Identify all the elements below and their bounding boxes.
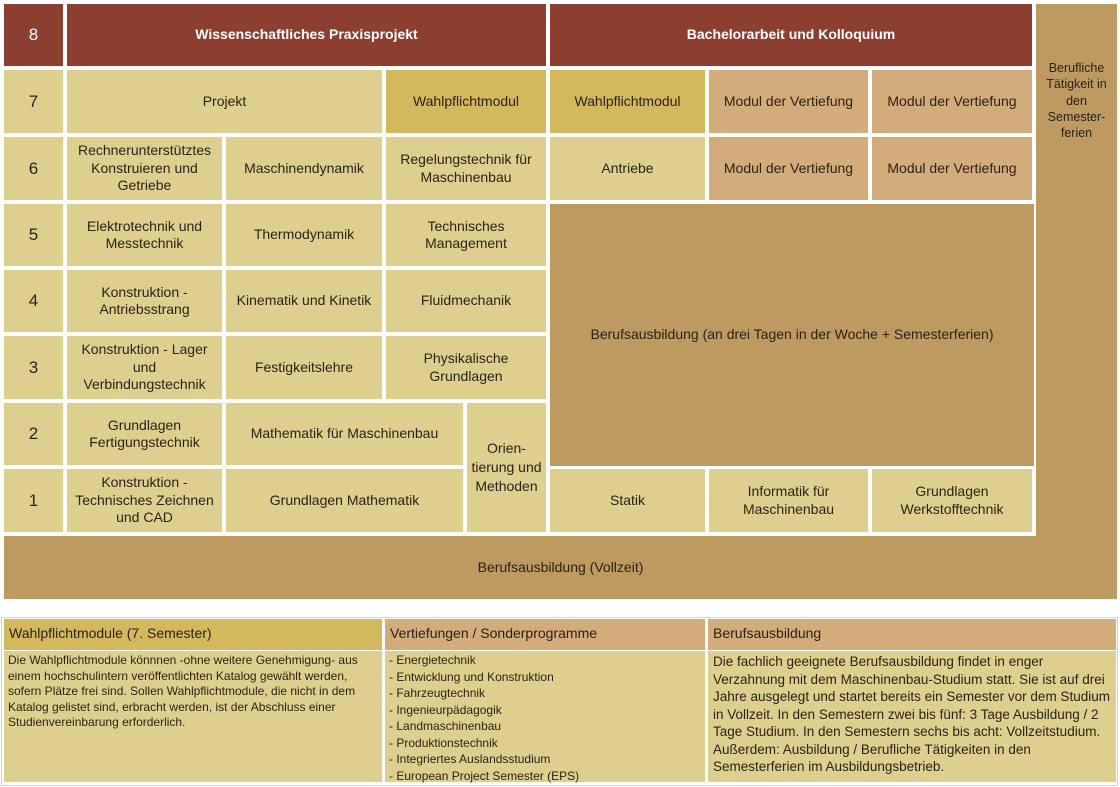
module-physikalische-grundlagen: Physikalische Grundlagen [386,336,546,399]
vertiefung-item: - Fahrzeugtechnik [389,685,705,702]
legend-wahlpflicht-title: Wahlpflichtmodule (7. Semester) [4,619,382,650]
legend-vertiefungen-list [385,651,705,782]
semester-number-7: 7 [4,70,63,133]
vertiefung-item: - Energietechnik [389,652,705,669]
legend-berufsausbildung-title: Berufsausbildung [708,619,1116,650]
semester-number-5: 5 [4,204,63,266]
module-konstruktion-lager: Konstruktion - Lager und Verbindungstechnik [67,336,222,399]
berufliche-taetigkeit-block [1036,4,1117,536]
module-informatik: Informatik für Maschinenbau [709,469,868,532]
module-konstruktion-antriebsstrang: Konstruktion - Antriebsstrang [67,270,222,332]
module-wahlpflicht-2: Wahlpflichtmodul [550,70,705,133]
module-thermodynamik: Thermodynamik [226,204,382,266]
semester-number-6: 6 [4,137,63,200]
module-kinematik: Kinematik und Kinetik [226,270,382,332]
module-bachelorarbeit: Bachelorarbeit und Kolloquium [550,4,1032,66]
module-elektrotechnik: Elektrotechnik und Messtechnik [67,204,222,266]
vertiefung-item: - Integriertes Auslandsstudium [389,751,705,768]
vertiefung-item: - Ingenieurpädagogik [389,702,705,719]
vertiefung-item: - European Project Semester (EPS) [389,768,705,785]
semester-number-2: 2 [4,403,63,465]
module-vertiefung-6b: Modul der Vertiefung [872,137,1032,200]
module-maschinendynamik: Maschinendynamik [226,137,382,200]
module-fertigungstechnik: Grundlagen Fertigungstechnik [67,403,222,465]
module-grundlagen-mathematik: Grundlagen Mathematik [226,469,463,532]
semester-number-3: 3 [4,336,63,399]
module-regelungstechnik: Regelungstechnik für Maschinenbau [386,137,546,200]
berufsausbildung-vollzeit-label: Berufsausbildung (Vollzeit) [477,558,644,575]
vertiefung-item: - Produktionstechnik [389,735,705,752]
module-werkstofftechnik: Grundlagen Werkstofftechnik [872,469,1032,532]
module-vertiefung-7a: Modul der Vertiefung [709,70,868,133]
semester-number-8: 8 [4,4,63,66]
module-projekt: Projekt [67,70,382,133]
module-technisches-management: Technisches Management [386,204,546,266]
legend-wahlpflicht-text: Die Wahlpflichtmodule könnnen -ohne weitere Genehmigung- aus einem hochschulintern veröffentlichten Katalog gewählt werden, sofern Plätze frei sind. Sollen Wahlpflichtmodule, die nicht in dem Katalog gelistet sind, erbracht werden, ist der Abschluss einer Studienvereinbarung erforderlich. [4,651,382,782]
module-praxisprojekt: Wissenschaftliches Praxisprojekt [67,4,546,66]
module-statik: Statik [550,469,705,532]
module-konstruktion-cad: Konstruktion - Technisches Zeichnen und CAD [67,469,222,532]
module-vertiefung-7b: Modul der Vertiefung [872,70,1032,133]
vertiefung-item: - Entwicklung und Konstruktion [389,669,705,686]
vertiefung-item: - Landmaschinenbau [389,718,705,735]
berufsausbildung-teilzeit-block [550,204,1034,466]
module-antriebe: Antriebe [550,137,705,200]
module-festigkeitslehre: Festigkeitslehre [226,336,382,399]
module-orientierung-methoden: Orien-tierung und Methoden [467,403,546,532]
berufsausbildung-teilzeit-label: Berufsausbildung (an drei Tagen in der Woche + Semesterferien) [590,326,994,343]
semester-number-4: 4 [4,270,63,332]
legend [0,614,1120,787]
module-wahlpflicht-1: Wahlpflichtmodul [386,70,546,133]
semester-number-1: 1 [4,469,63,532]
legend-berufsausbildung-text: Die fachlich geeignete Berufsausbildung findet in enger Verzahnung mit dem Maschinenbau-Studium statt. Sie ist auf drei Jahre ausgelegt und startet bereits ein Semester vor dem Studium in Vollzeit. In den Semestern zwei bis fünf: 3 Tage Ausbildung / 2 Tage Studium. In den Semestern sechs bis acht: Vollzeitstudium. Außerdem: Ausbildung / Berufliche Tätigkeiten in den Semesterferien im Ausbildungsbetrieb. [708,651,1116,782]
module-mathematik-maschinenbau: Mathematik für Maschinenbau [226,403,463,465]
legend-vertiefungen-title: Vertiefungen / Sonderprogramme [385,619,705,650]
berufsausbildung-vollzeit-bar [4,536,1117,599]
berufliche-taetigkeit-label: Berufliche Tätigkeit in den Semester-ferien [1046,61,1107,140]
module-rechnerunterstuetztes-konstruieren: Rechnerunterstütztes Konstruieren und Getriebe [67,137,222,200]
module-vertiefung-6a: Modul der Vertiefung [709,137,868,200]
module-fluidmechanik: Fluidmechanik [386,270,546,332]
